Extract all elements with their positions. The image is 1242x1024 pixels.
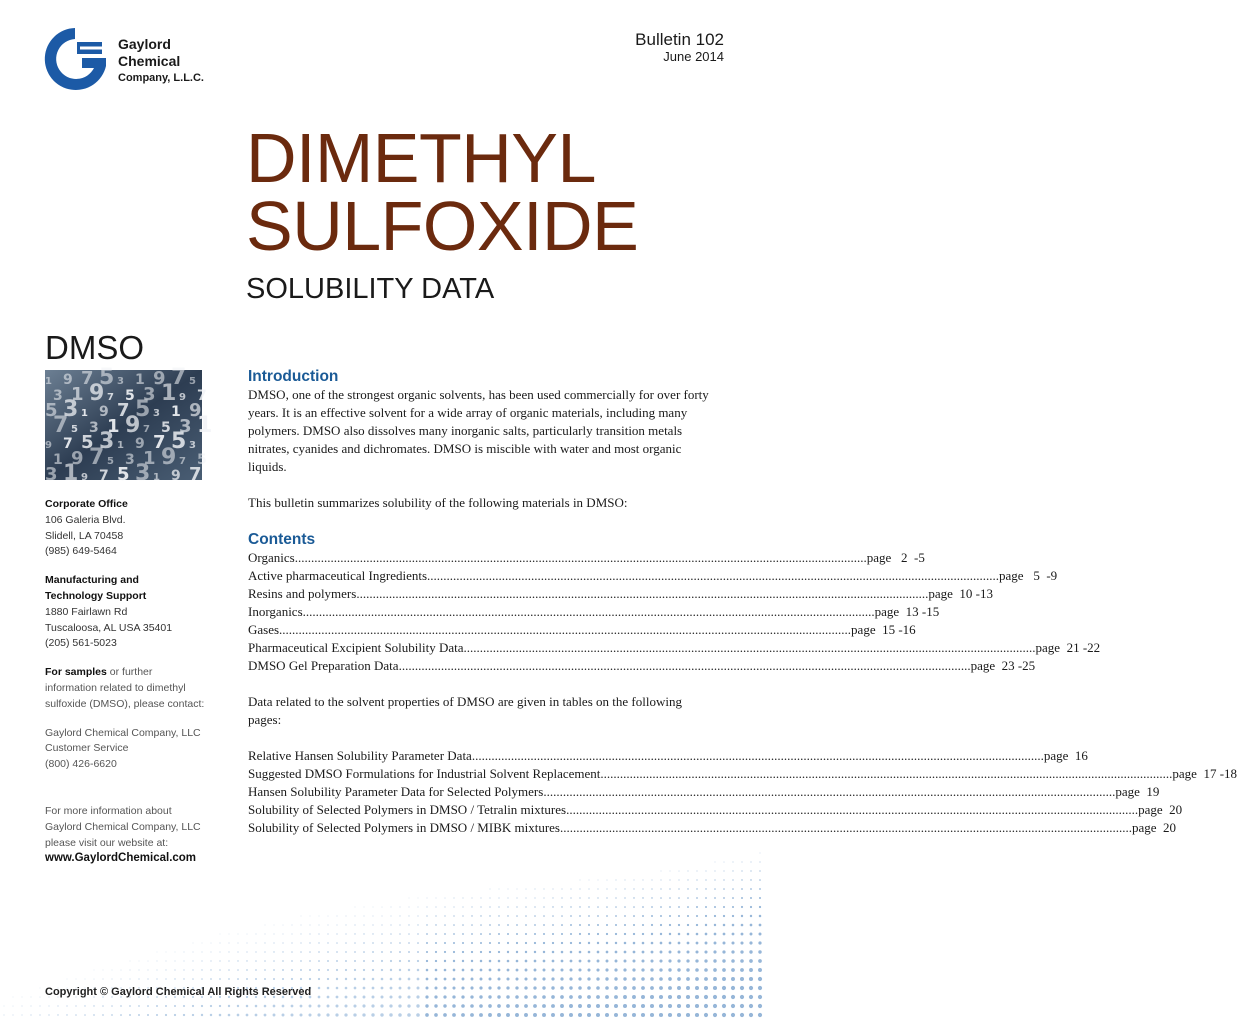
more-info-block bbox=[45, 804, 225, 867]
dot-leader bbox=[399, 657, 971, 675]
document-subtitle: SOLUBILITY DATA bbox=[246, 273, 495, 305]
contents-item[interactable] bbox=[248, 747, 1088, 765]
more-info-line: For more information about bbox=[45, 804, 172, 817]
contents-item[interactable] bbox=[248, 801, 1183, 819]
contents-item-page: page 13 -15 bbox=[874, 604, 940, 619]
contents-item-page: page 23 -25 bbox=[970, 658, 1036, 673]
manufacturing-heading: Manufacturing and bbox=[45, 574, 139, 587]
svg-text:9: 9 bbox=[153, 368, 166, 389]
svg-text:1: 1 bbox=[71, 384, 84, 405]
svg-text:7: 7 bbox=[89, 445, 105, 470]
document-title bbox=[246, 119, 639, 265]
samples-block bbox=[45, 665, 225, 712]
dot-leader bbox=[303, 603, 875, 621]
contents-item-page: page 10 -13 bbox=[928, 586, 993, 601]
svg-text:3: 3 bbox=[189, 440, 196, 451]
title-line-1: DIMETHYL bbox=[246, 119, 596, 197]
svg-text:9: 9 bbox=[89, 381, 105, 406]
manufacturing-address-line: Tuscaloosa, AL USA 35401 bbox=[45, 621, 173, 634]
logo-text-gaylord: Gaylord bbox=[118, 36, 171, 52]
svg-text:7: 7 bbox=[179, 456, 186, 467]
svg-text:5: 5 bbox=[171, 429, 187, 454]
svg-text:1: 1 bbox=[197, 413, 213, 438]
summary-paragraph: This bulletin summarizes solubility of the following materials in DMSO: bbox=[248, 495, 628, 510]
svg-text:5: 5 bbox=[71, 424, 78, 435]
customer-service-block bbox=[45, 726, 225, 773]
svg-text:5: 5 bbox=[107, 456, 114, 467]
svg-text:9: 9 bbox=[99, 404, 109, 420]
svg-text:7: 7 bbox=[117, 400, 130, 421]
corporate-office-heading: Corporate Office bbox=[45, 498, 128, 510]
contents-item-label: DMSO Gel Preparation Data bbox=[248, 658, 399, 673]
introduction-paragraph: DMSO, one of the strongest organic solvents, has been used commercially for over forty years. It is an effective solvent for a wide array of organic materials, including many polymers. DMSO also dissolves many inorganic salts, particularly transition metals nitrates, cyanides and dichromates. DMSO is miscible with water and most organic liquids. bbox=[248, 387, 709, 474]
dmso-heading: DMSO bbox=[45, 329, 144, 366]
contents-item-label: Hansen Solubility Parameter Data for Selected Polymers bbox=[248, 784, 544, 799]
contents-item[interactable] bbox=[248, 639, 1101, 657]
introduction-heading: Introduction bbox=[248, 368, 339, 385]
contents-item-label: Inorganics bbox=[248, 604, 303, 619]
svg-text:9: 9 bbox=[171, 468, 181, 484]
svg-text:5: 5 bbox=[117, 464, 130, 485]
more-info-line: Gaylord Chemical Company, LLC bbox=[45, 820, 201, 833]
svg-text:7: 7 bbox=[189, 464, 202, 485]
svg-text:3: 3 bbox=[125, 452, 135, 468]
contents-item-page: page 17 -18 bbox=[1172, 766, 1238, 781]
contents-item[interactable] bbox=[248, 567, 1058, 585]
svg-text:9: 9 bbox=[71, 448, 84, 469]
samples-text: or further bbox=[106, 666, 153, 679]
bulletin-info bbox=[635, 30, 724, 64]
contents-item-page: page 16 bbox=[1043, 748, 1088, 763]
contents-item-label: Suggested DMSO Formulations for Industrial Solvent Replacement bbox=[248, 766, 601, 781]
main-content bbox=[248, 367, 1238, 837]
svg-text:3: 3 bbox=[89, 420, 99, 436]
company-logo[interactable] bbox=[42, 26, 232, 96]
contents-item-label: Active pharmaceutical Ingredients bbox=[248, 568, 428, 583]
contents-item-label: Relative Hansen Solubility Parameter Data bbox=[248, 748, 472, 763]
title-line-2: SULFOXIDE bbox=[246, 187, 639, 265]
more-info-line: please visit our website at: bbox=[45, 836, 169, 849]
contents-item[interactable] bbox=[248, 603, 940, 621]
svg-text:1: 1 bbox=[143, 448, 156, 469]
contact-line: Gaylord Chemical Company, LLC bbox=[45, 726, 201, 739]
contents-item[interactable] bbox=[248, 819, 1177, 837]
contents-item-label: Solubility of Selected Polymers in DMSO / Tetralin mixtures bbox=[248, 802, 567, 817]
contents-item-page: page 15 -16 bbox=[851, 622, 916, 637]
contents-item-page: page 2 -5 bbox=[866, 550, 925, 565]
contents-item[interactable] bbox=[248, 765, 1238, 783]
dot-leader bbox=[464, 639, 1036, 657]
svg-text:9: 9 bbox=[189, 400, 202, 421]
svg-text:3: 3 bbox=[143, 384, 156, 405]
svg-text:5: 5 bbox=[45, 400, 58, 421]
svg-text:1: 1 bbox=[45, 376, 52, 387]
samples-text: information related to dimethyl bbox=[45, 681, 186, 694]
contents-item[interactable] bbox=[248, 585, 993, 603]
contents-item-page: page 20 bbox=[1132, 820, 1177, 835]
svg-text:7: 7 bbox=[81, 368, 94, 389]
contact-sidebar bbox=[45, 497, 225, 880]
copyright-footer: Copyright © Gaylord Chemical All Rights Reserved bbox=[45, 986, 312, 998]
svg-text:5: 5 bbox=[189, 376, 196, 387]
dot-leader bbox=[560, 819, 1132, 837]
dot-leader bbox=[543, 783, 1115, 801]
svg-text:3: 3 bbox=[99, 429, 115, 454]
svg-text:7: 7 bbox=[143, 424, 150, 435]
svg-text:7: 7 bbox=[197, 388, 207, 404]
svg-text:5: 5 bbox=[99, 365, 115, 390]
bulletin-number: Bulletin 102 bbox=[635, 30, 724, 49]
contents-item-page: page 19 bbox=[1115, 784, 1160, 799]
samples-bold: For samples bbox=[45, 666, 107, 679]
corporate-address-line: 106 Galeria Blvd. bbox=[45, 513, 126, 526]
manufacturing-phone: (205) 561-5023 bbox=[45, 637, 117, 650]
gaylord-g-logo-icon bbox=[42, 26, 112, 92]
svg-text:1: 1 bbox=[53, 452, 63, 468]
svg-text:9: 9 bbox=[45, 440, 52, 451]
contents-item-label: Organics bbox=[248, 550, 295, 565]
contents-note: Data related to the solvent properties of DMSO are given in tables on the following pages: bbox=[248, 694, 682, 727]
svg-text:1: 1 bbox=[63, 461, 79, 486]
svg-text:1: 1 bbox=[135, 372, 145, 388]
dot-leader bbox=[566, 801, 1138, 819]
svg-text:3: 3 bbox=[153, 408, 160, 419]
contents-item-page: page 21 -22 bbox=[1035, 640, 1101, 655]
tables-list bbox=[248, 747, 1238, 837]
svg-text:1: 1 bbox=[171, 404, 181, 420]
svg-text:3: 3 bbox=[45, 464, 58, 485]
svg-text:7: 7 bbox=[107, 392, 114, 403]
svg-text:5: 5 bbox=[125, 388, 135, 404]
contents-item-label: Resins and polymers bbox=[248, 586, 357, 601]
contents-item[interactable] bbox=[248, 621, 916, 639]
dot-leader bbox=[472, 747, 1044, 765]
svg-text:7: 7 bbox=[171, 365, 187, 390]
dot-leader bbox=[295, 549, 867, 567]
svg-text:1: 1 bbox=[81, 408, 88, 419]
svg-text:5: 5 bbox=[161, 420, 171, 436]
svg-text:5: 5 bbox=[135, 397, 151, 422]
svg-text:9: 9 bbox=[161, 445, 177, 470]
manufacturing-block bbox=[45, 573, 225, 652]
svg-text:3: 3 bbox=[53, 388, 63, 404]
logo-text-chemical: Chemical bbox=[118, 53, 181, 69]
svg-text:9: 9 bbox=[179, 392, 186, 403]
svg-text:1: 1 bbox=[117, 440, 124, 451]
contact-line: Customer Service bbox=[45, 742, 129, 755]
logo-text-company: Company, L.L.C. bbox=[118, 72, 204, 84]
contents-item[interactable] bbox=[248, 657, 1036, 675]
website-link[interactable]: www.GaylordChemical.com bbox=[45, 852, 197, 865]
manufacturing-heading: Technology Support bbox=[45, 589, 147, 602]
svg-text:9: 9 bbox=[63, 372, 73, 388]
svg-text:1: 1 bbox=[161, 381, 177, 406]
svg-text:3: 3 bbox=[63, 397, 79, 422]
manufacturing-address-line: 1880 Fairlawn Rd bbox=[45, 605, 128, 618]
svg-text:9: 9 bbox=[81, 472, 88, 483]
svg-text:7: 7 bbox=[63, 436, 73, 452]
dot-leader bbox=[279, 621, 851, 639]
contents-heading: Contents bbox=[248, 531, 316, 548]
svg-text:3: 3 bbox=[179, 416, 192, 437]
svg-text:7: 7 bbox=[99, 468, 109, 484]
numbers-photo bbox=[45, 365, 213, 486]
corporate-phone: (985) 649-5464 bbox=[45, 545, 117, 558]
contents-item[interactable] bbox=[248, 783, 1160, 801]
dot-leader bbox=[600, 765, 1172, 783]
svg-text:3: 3 bbox=[135, 461, 151, 486]
contact-phone: (800) 426-6620 bbox=[45, 758, 117, 771]
dot-leader bbox=[427, 567, 999, 585]
svg-text:1: 1 bbox=[153, 472, 160, 483]
contents-item-label: Gases bbox=[248, 622, 280, 637]
contents-item-page: page 5 -9 bbox=[999, 568, 1058, 583]
svg-text:1: 1 bbox=[107, 416, 120, 437]
contents-list bbox=[248, 549, 1101, 675]
svg-text:9: 9 bbox=[135, 436, 145, 452]
svg-text:3: 3 bbox=[117, 376, 124, 387]
samples-text: sulfoxide (DMSO), please contact: bbox=[45, 697, 205, 710]
svg-text:7: 7 bbox=[53, 413, 69, 438]
contents-item[interactable] bbox=[248, 549, 925, 567]
contents-item-page: page 20 bbox=[1138, 802, 1183, 817]
bulletin-date: June 2014 bbox=[663, 49, 724, 64]
contents-item-label: Solubility of Selected Polymers in DMSO / MIBK mixtures bbox=[248, 820, 560, 835]
svg-text:5: 5 bbox=[81, 432, 94, 453]
svg-text:7: 7 bbox=[153, 432, 166, 453]
corporate-address-line: Slidell, LA 70458 bbox=[45, 529, 124, 542]
contents-item-label: Pharmaceutical Excipient Solubility Data bbox=[248, 640, 464, 655]
svg-text:9: 9 bbox=[125, 413, 141, 438]
svg-text:5: 5 bbox=[197, 452, 207, 468]
corporate-office-block bbox=[45, 497, 225, 560]
dot-leader bbox=[356, 585, 928, 603]
